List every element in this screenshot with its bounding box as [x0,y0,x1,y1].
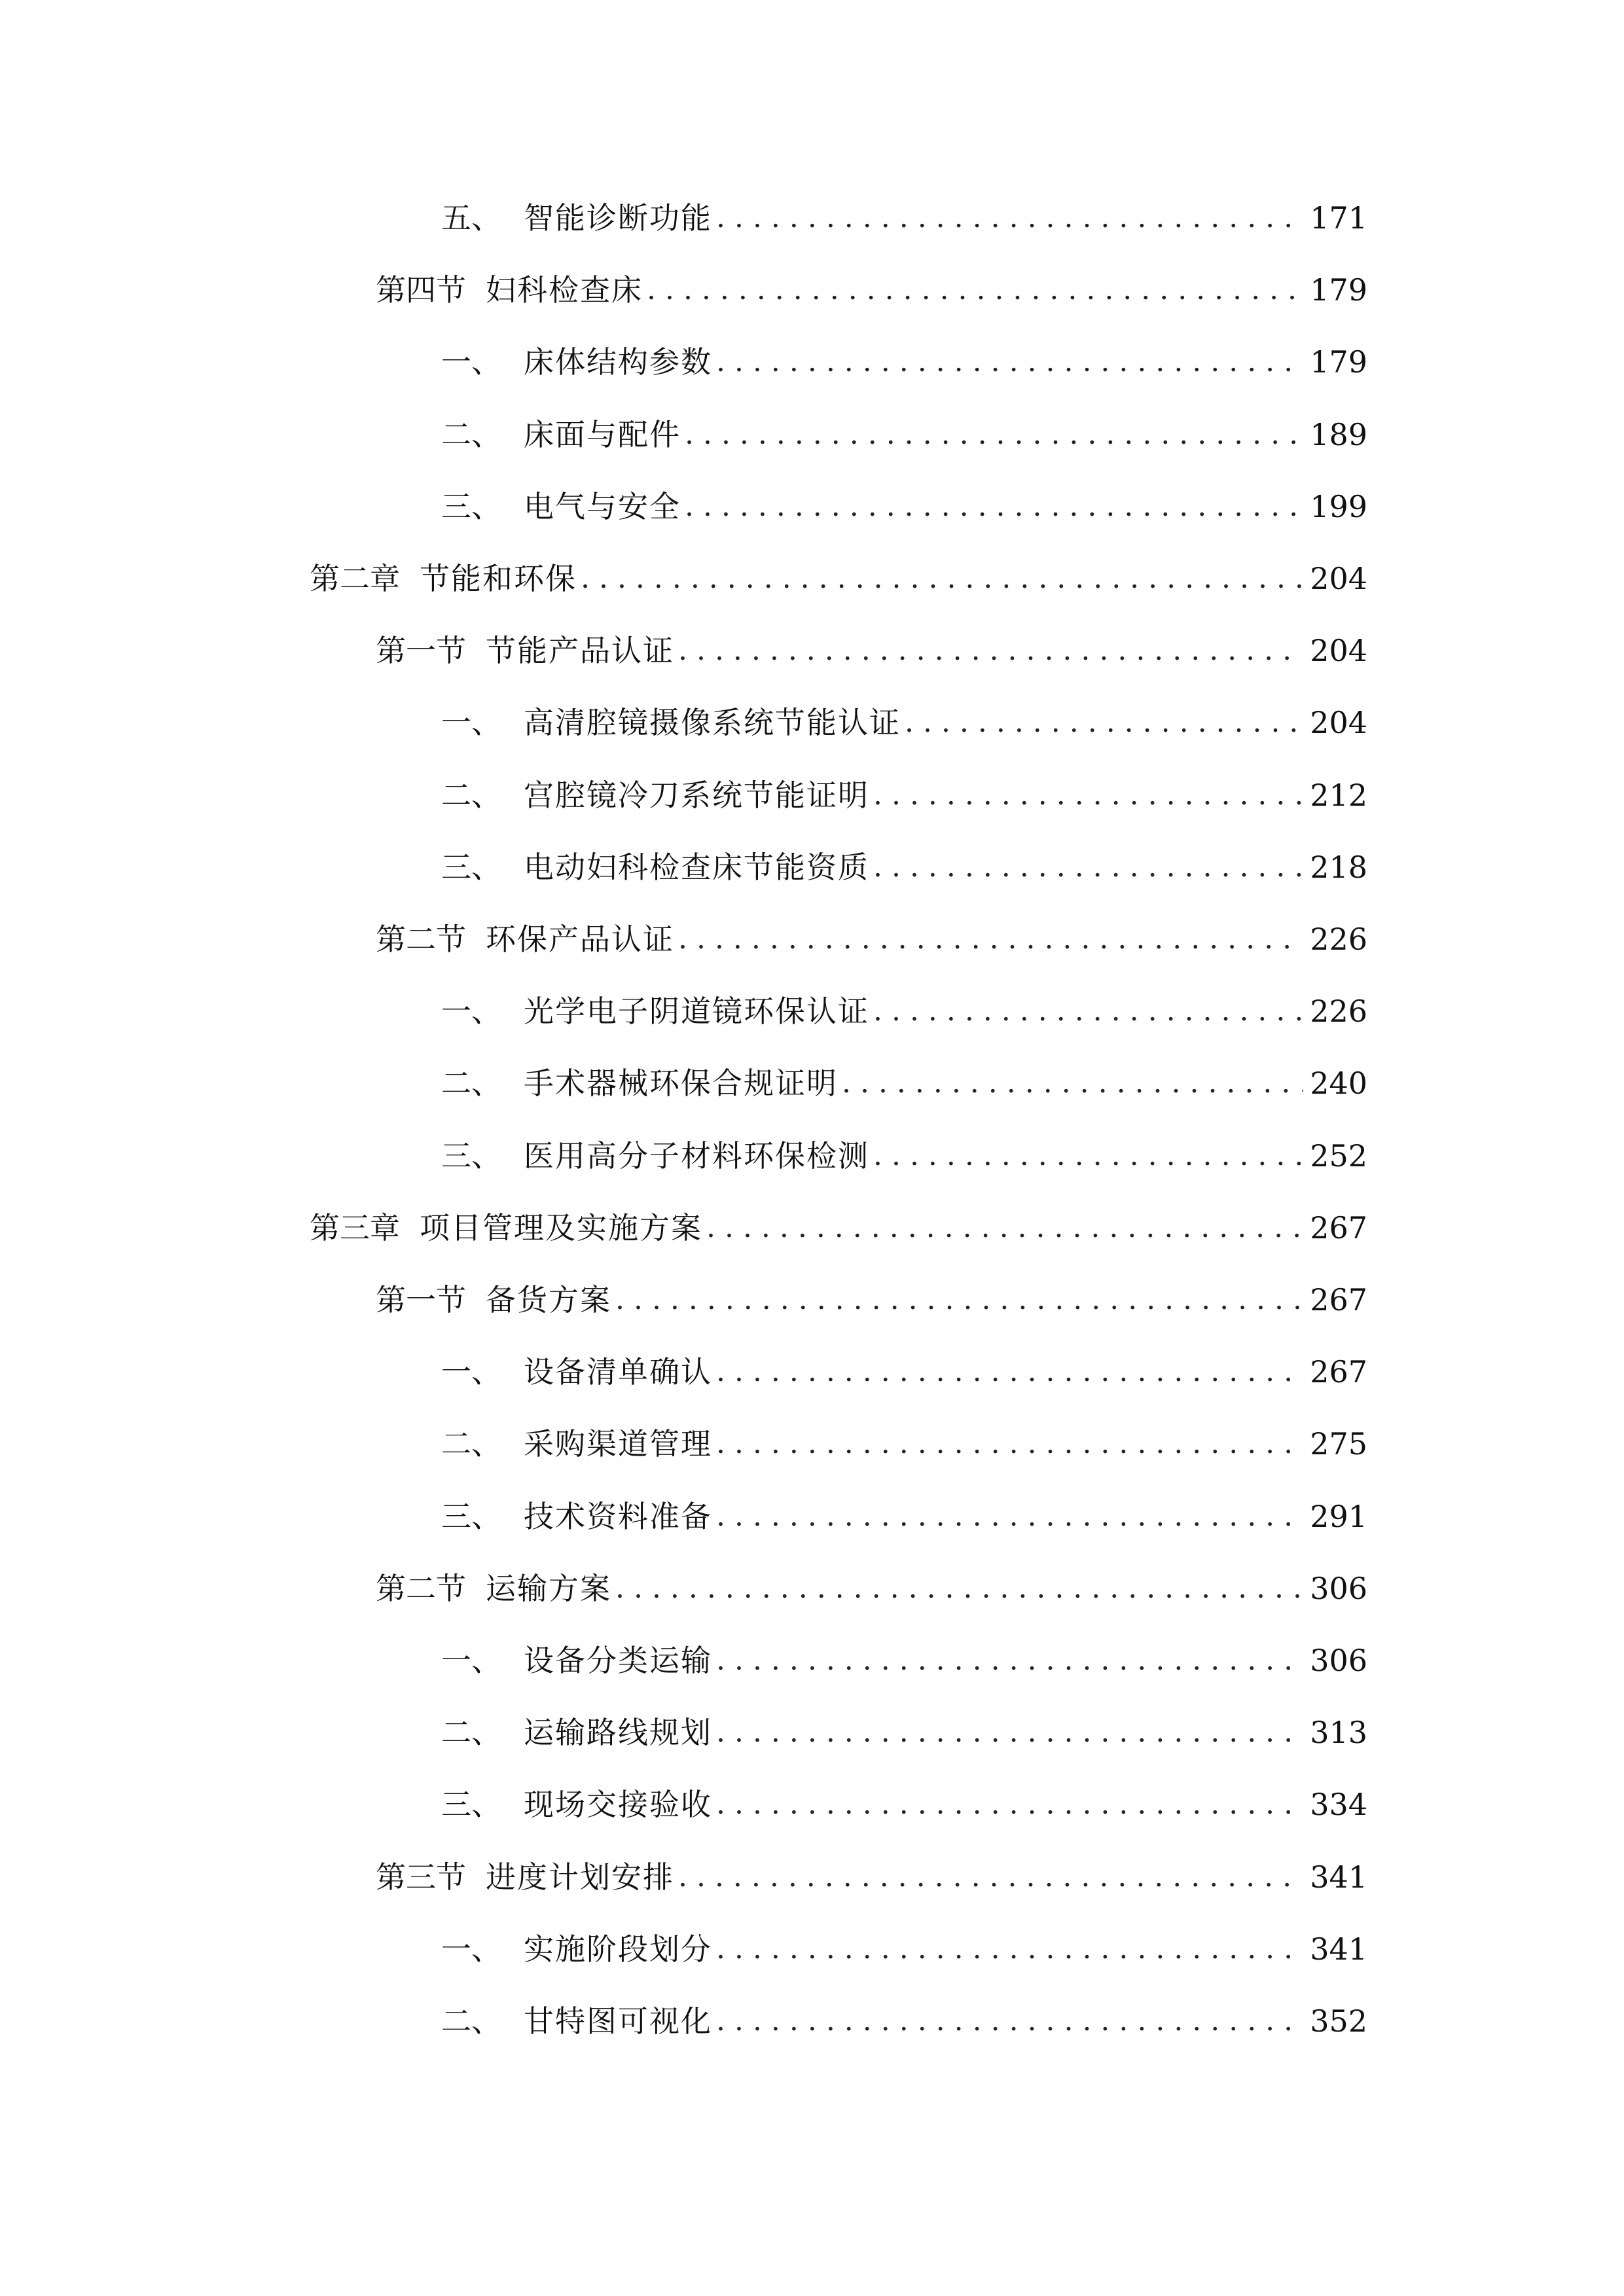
toc-entry-title: 采购渠道管理 [524,1426,712,1462]
toc-entry-number: 一、 [441,344,501,380]
toc-entry-title: 节能和环保 [420,561,577,596]
toc-entry-page-number: 171 [1310,200,1367,236]
toc-entry[interactable] [441,1992,1367,2051]
toc-entry[interactable] [441,477,1367,536]
toc-dot-leader [685,477,1303,536]
toc-entry-number: 一、 [441,1354,501,1390]
toc-dot-leader [581,549,1303,608]
toc-entry-title: 设备分类运输 [524,1643,712,1678]
toc-entry[interactable] [441,1414,1367,1473]
toc-entry-number: 二、 [441,417,501,452]
toc-entry-page-number: 179 [1310,344,1367,380]
toc-dot-leader [873,982,1303,1041]
toc-entry-page-number: 352 [1310,2003,1367,2039]
toc-entry[interactable] [441,188,1367,247]
toc-entry-title: 运输方案 [486,1571,611,1606]
toc-dot-leader [716,1992,1303,2051]
toc-entry[interactable] [376,910,1367,969]
toc-entry-title: 电动妇科检查床节能资质 [524,850,869,885]
toc-dot-leader [716,1631,1303,1690]
toc-entry[interactable] [441,693,1367,752]
toc-entry-title: 智能诊断功能 [524,200,712,236]
toc-dot-leader [685,405,1303,464]
toc-entry-title: 项目管理及实施方案 [420,1210,702,1246]
toc-entry-page-number: 204 [1310,705,1367,740]
toc-entry[interactable] [376,1848,1367,1907]
toc-entry-number: 二、 [441,1426,501,1462]
toc-dot-leader [716,1703,1303,1762]
toc-dot-leader [716,188,1303,247]
toc-entry-page-number: 179 [1310,272,1367,308]
toc-entry[interactable] [310,1198,1367,1257]
toc-entry-title: 技术资料准备 [524,1499,712,1534]
toc-entry-number: 第二节 [376,922,466,957]
toc-entry-number: 三、 [441,489,501,524]
toc-entry-title: 床面与配件 [524,417,681,452]
toc-entry[interactable] [441,1920,1367,1979]
toc-dot-leader [716,1775,1303,1834]
toc-entry-number: 一、 [441,1931,501,1967]
toc-entry[interactable] [441,1126,1367,1185]
toc-dot-leader [716,332,1303,391]
toc-entry-title: 节能产品认证 [486,633,674,668]
toc-entry-title: 医用高分子材料环保检测 [524,1138,869,1174]
toc-dot-leader [647,260,1303,319]
toc-dot-leader [873,1126,1303,1185]
toc-entry-title: 高清腔镜摄像系统节能认证 [524,705,901,740]
toc-entry-number: 三、 [441,1787,501,1822]
toc-dot-leader [706,1198,1303,1257]
toc-entry-number: 第四节 [376,272,466,308]
toc-entry[interactable] [441,1487,1367,1546]
toc-entry[interactable] [441,1775,1367,1834]
toc-entry-number: 二、 [441,1066,501,1101]
toc-entry[interactable] [441,1342,1367,1401]
toc-entry[interactable] [441,982,1367,1041]
toc-entry-number: 第二节 [376,1571,466,1606]
toc-entry[interactable] [441,1703,1367,1762]
toc-entry-title: 进度计划安排 [486,1859,674,1895]
toc-entry-page-number: 341 [1310,1931,1367,1967]
toc-entry[interactable] [441,332,1367,391]
toc-entry-title: 甘特图可视化 [524,2003,712,2039]
toc-entry-page-number: 252 [1310,1138,1367,1174]
toc-entry-number: 第一节 [376,1282,466,1318]
toc-entry-title: 电气与安全 [524,489,681,524]
toc-entry-page-number: 212 [1310,778,1367,813]
toc-dot-leader [842,1054,1303,1113]
toc-entry-title: 实施阶段划分 [524,1931,712,1967]
toc-entry-number: 三、 [441,1138,501,1174]
toc-entry[interactable] [310,549,1367,608]
toc-entry-number: 一、 [441,705,501,740]
toc-entry-number: 二、 [441,778,501,813]
toc-entry-number: 一、 [441,994,501,1029]
toc-entry-title: 宫腔镜冷刀系统节能证明 [524,778,869,813]
toc-entry-page-number: 267 [1310,1282,1367,1318]
toc-entry[interactable] [441,1054,1367,1113]
toc-entry-page-number: 306 [1310,1571,1367,1606]
toc-dot-leader [873,766,1303,825]
toc-entry[interactable] [441,405,1367,464]
toc-entry-number: 一、 [441,1643,501,1678]
toc-dot-leader [716,1342,1303,1401]
toc-dot-leader [716,1414,1303,1473]
toc-entry-page-number: 240 [1310,1066,1367,1101]
toc-entry-title: 妇科检查床 [486,272,643,308]
toc-entry-page-number: 199 [1310,489,1367,524]
toc-entry-title: 床体结构参数 [524,344,712,380]
toc-entry[interactable] [441,1631,1367,1690]
toc-dot-leader [678,910,1303,969]
toc-dot-leader [873,838,1303,897]
toc-entry-page-number: 313 [1310,1715,1367,1750]
toc-entry-title: 备货方案 [486,1282,611,1318]
toc-entry-page-number: 267 [1310,1354,1367,1390]
toc-entry-title: 现场交接验收 [524,1787,712,1822]
toc-entry-number: 三、 [441,850,501,885]
toc-entry-title: 运输路线规划 [524,1715,712,1750]
toc-entry-page-number: 226 [1310,922,1367,957]
toc-entry-page-number: 334 [1310,1787,1367,1822]
toc-entry[interactable] [376,621,1367,680]
toc-entry[interactable] [376,1270,1367,1329]
toc-entry-page-number: 189 [1310,417,1367,452]
toc-dot-leader [615,1559,1303,1618]
toc-entry-page-number: 226 [1310,994,1367,1029]
toc-entry-number: 第三章 [310,1210,400,1246]
toc-entry-page-number: 204 [1310,561,1367,596]
toc-dot-leader [678,621,1303,680]
toc-entry-number: 二、 [441,2003,501,2039]
toc-entry-number: 第二章 [310,561,400,596]
toc-entry[interactable] [376,260,1367,319]
toc-entry[interactable] [376,1559,1367,1618]
toc-entry-number: 第一节 [376,633,466,668]
toc-entry[interactable] [441,766,1367,825]
toc-entry-page-number: 267 [1310,1210,1367,1246]
toc-entry-page-number: 341 [1310,1859,1367,1895]
toc-entry-page-number: 306 [1310,1643,1367,1678]
toc-entry-title: 光学电子阴道镜环保认证 [524,994,869,1029]
toc-entry-page-number: 291 [1310,1499,1367,1534]
toc-entry-number: 三、 [441,1499,501,1534]
toc-entry-page-number: 204 [1310,633,1367,668]
toc-dot-leader [716,1920,1303,1979]
toc-entry-number: 第三节 [376,1859,466,1895]
toc-dot-leader [905,693,1303,752]
toc-entry-title: 手术器械环保合规证明 [524,1066,838,1101]
toc-entry-title: 环保产品认证 [486,922,674,957]
toc-dot-leader [678,1848,1303,1907]
toc-entry-number: 五、 [441,200,501,236]
toc-entry-page-number: 218 [1310,850,1367,885]
toc-entry[interactable] [441,838,1367,897]
toc-entry-number: 二、 [441,1715,501,1750]
toc-entry-title: 设备清单确认 [524,1354,712,1390]
toc-dot-leader [716,1487,1303,1546]
toc-entry-page-number: 275 [1310,1426,1367,1462]
toc-dot-leader [615,1270,1303,1329]
